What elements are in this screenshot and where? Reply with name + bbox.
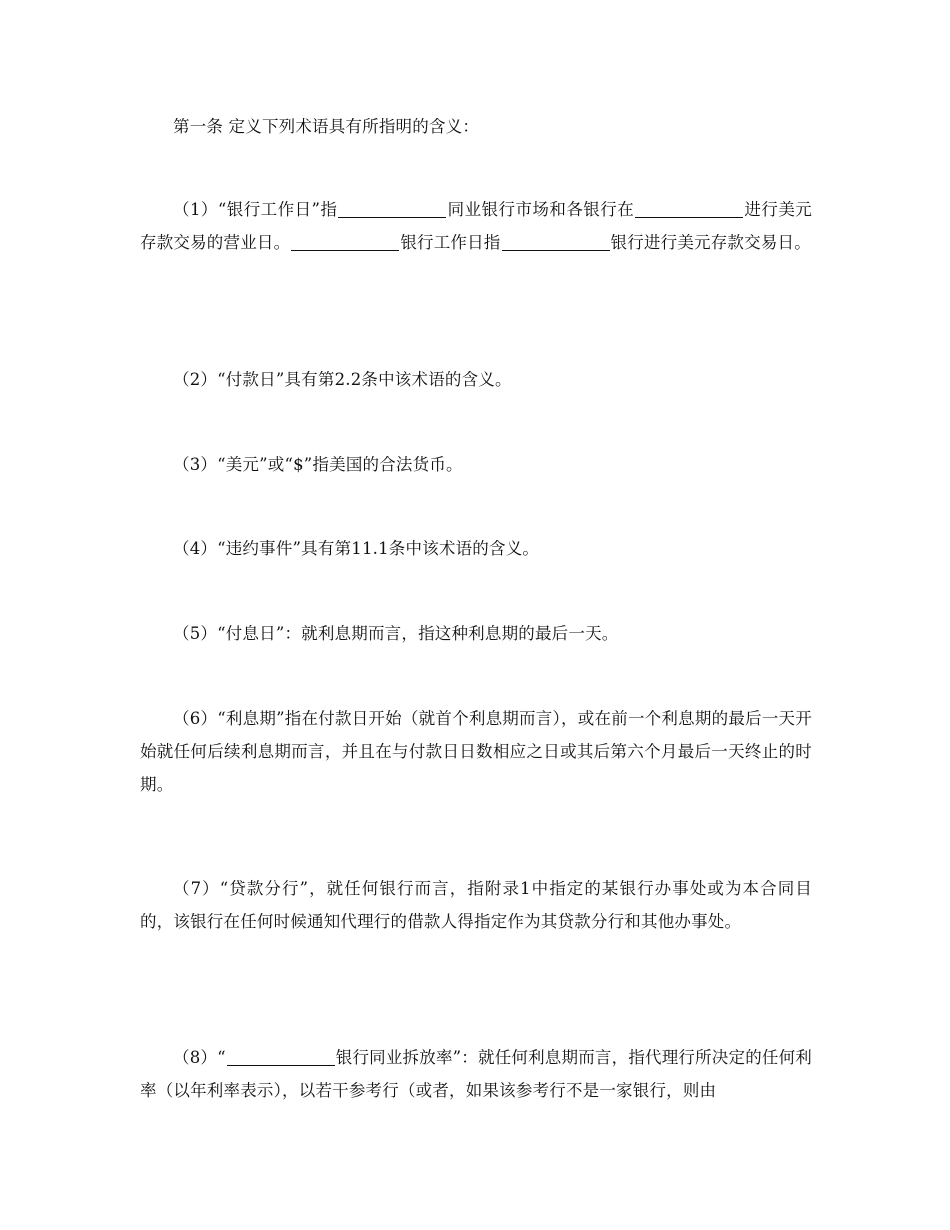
definition-5: （5）“付息日”：就利息期而言，指这种利息期的最后一天。 [173, 624, 619, 643]
definition-4: （4）“违约事件”具有第11.1条中该术语的含义。 [173, 539, 540, 558]
definition-1-part-1: （1）“银行工作日”指 [173, 200, 338, 219]
definition-3: （3）“美元”或“$”指美国的合法货币。 [173, 455, 463, 474]
definition-1-part-4: 银行工作日指 [400, 233, 501, 252]
article-heading: 第一条 定义下列术语具有所指明的含义： [173, 117, 480, 136]
blank-line [502, 232, 610, 251]
definition-1-part-3: 进行美元存款交易的营业日。 [140, 200, 812, 252]
blank-line [635, 199, 743, 218]
definition-1-part-2: 同业银行市场和各银行在 [447, 200, 635, 219]
definition-7: （7）“贷款分行”，就任何银行而言，指附录1中指定的某银行办事处或为本合同目的，该银行在任何时候通知代理行的借款人得指定作为其贷款分行和其他办事处。 [140, 879, 812, 931]
definition-1 [140, 193, 812, 259]
definition-8 [140, 1041, 812, 1107]
definition-6: （6）“利息期”指在付款日开始（就首个利息期而言），或在前一个利息期的最后一天开始就任何后续利息期而言，并且在与付款日日数相应之日或其后第六个月最后一天终止的时期。 [140, 709, 812, 794]
blank-line [338, 199, 446, 218]
definition-1-part-5: 银行进行美元存款交易日。 [610, 233, 811, 252]
blank-line [227, 1047, 335, 1066]
definition-8-part-1: （8）“ [173, 1048, 226, 1067]
definition-2: （2）“付款日”具有第2.2条中该术语的含义。 [173, 370, 512, 389]
definition-8-part-2: 银行同业拆放率”：就任何利息期而言，指代理行所决定的任何利率（以年利率表示），以若干参考行（或者，如果该参考行不是一家银行，则由 [140, 1048, 812, 1100]
blank-line [291, 232, 399, 251]
